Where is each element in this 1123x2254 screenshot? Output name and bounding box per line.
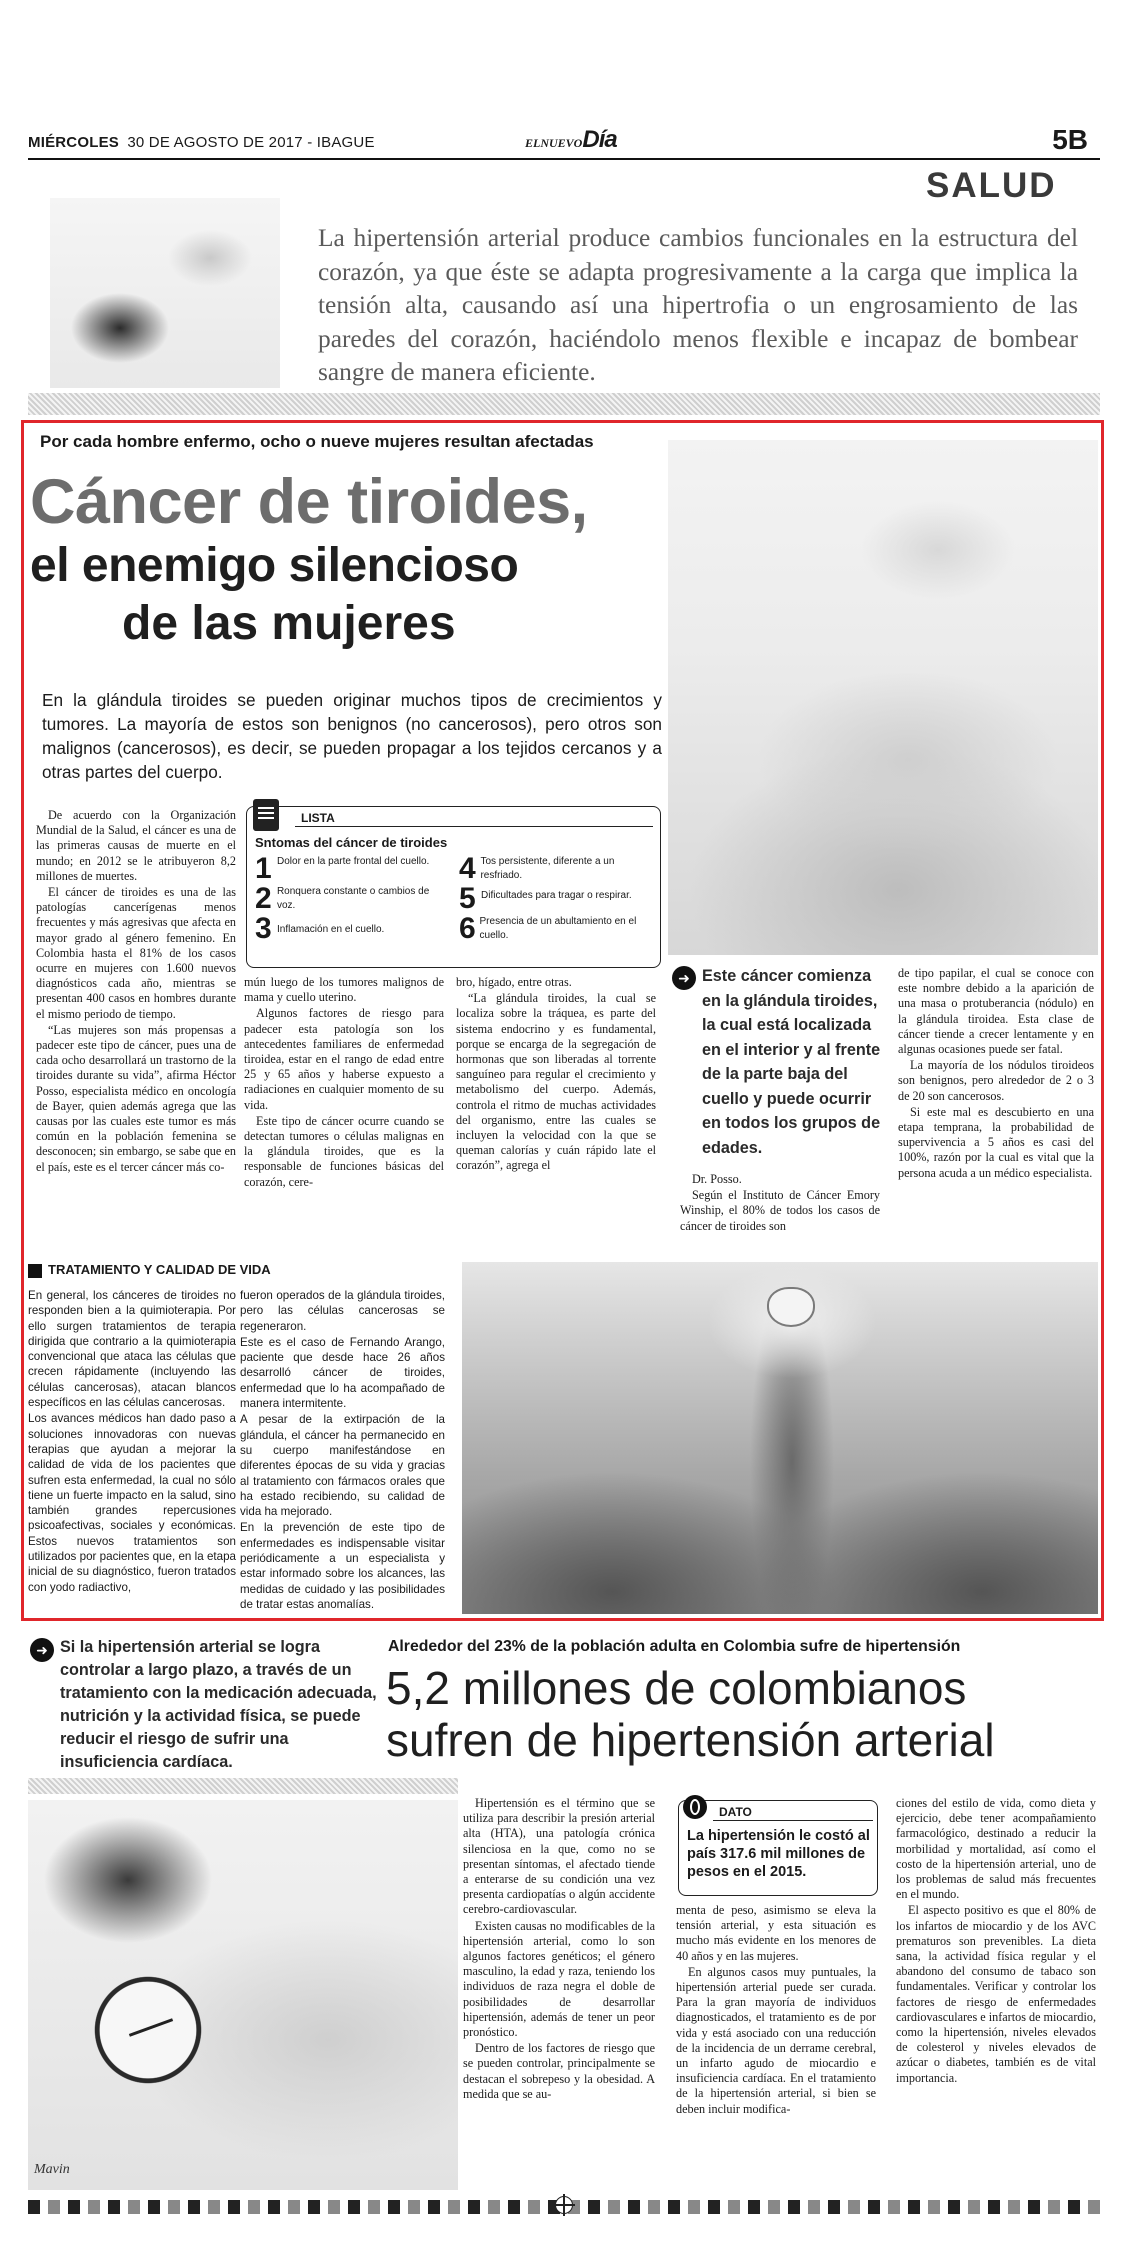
treatment-heading-text: TRATAMIENTO Y CALIDAD DE VIDA [48,1262,271,1277]
paragraph: fueron operados de la glándula tiroides, pero las células cancerosas se regeneraron. [240,1289,445,1333]
article2-callout [30,1636,380,1774]
paragraph: Dr. Posso. [692,1172,742,1186]
document-icon [253,799,279,831]
article2-divider [28,1778,458,1794]
item-text: Dificultades para tragar o respirar. [481,890,632,901]
paragraph: En algunos casos muy puntuales, la hipertensión arterial puede ser curada. Para la gran mayoría de individuos diagnosticados, el tratamiento es de por vida y está asociado con una reducción de la incidencia de un derrame cerebral, un infarto agudo de miocardio e insuficiencia cardíaca. En el tratamiento de la hipertensión arterial, si bien se deben incluir modifica- [676,1964,876,2116]
item-number: 1 [255,852,272,885]
item-text: Inflamación en el cuello. [277,924,385,935]
article2-title [386,1662,1106,1766]
paragraph: El cáncer de tiroides es una de las patologías cancerígenas menos frecuentes y más agresivas que afecta en mayor grado al género femenino. En Colombia hasta el 81% de los casos ocurre en mujeres con 1.600 nuevos diagnósticos cada año, mientras se presentan 400 casos en hombres durante el mismo periodo de tiempo. [36,885,236,1021]
header-date-rest: 30 DE AGOSTO DE 2017 - IBAGUE [127,134,375,151]
article1-col-5 [898,966,1094,1182]
article1-col-3 [456,975,656,1175]
list-item [459,912,654,945]
article1-title [30,467,690,653]
item-number: 4 [459,852,476,885]
paragraph: A pesar de la extirpación de la glándula, el cáncer ha permanecido en su cuerpo manifestándose en diferentes épocas de su vida y gracias al tratamiento con fármacos orales que ha estado recibiendo, su calidad de vida ha mejorado. [240,1413,445,1519]
item-number: 5 [459,882,476,915]
paragraph: ciones del estilo de vida, como dieta y ejercicio, debe tener acompañamiento farmacológico, destinado a reducir la morbilidad y mortalidad, así como el costo de la hipertensión arterial, uno de los problemas de salud más frecuentes en el mundo. [896,1796,1096,1902]
paragraph: Si este mal es descubierto en una etapa temprana, la probabilidad de supervivencia a 5 años es casi del 100%, razón por la cual es vital que la persona acuda a un médico especialista. [898,1104,1094,1180]
article2-col-2 [676,1903,876,2118]
header-rule [28,158,1100,160]
paragraph: menta de peso, asimismo se eleva la tensión arterial, y esta situación es mucho más evidente en los menores de 40 años y en las mujeres. [676,1903,876,1963]
treatment-col-1 [28,1288,236,1596]
paragraph: En general, los cánceres de tiroides no responden bien a la quimioterapia. Por ello surgen tratamientos de terapia dirigida que contrario a la quimioterapia convencional que ataca las células que crecen rápidamente (incluyendo las células cancerosas), atacan blancos específicos en las células cancerosas. [28,1289,236,1410]
item-text: Ronquera constante o cambios de voz. [276,886,430,911]
paragraph: En la prevención de este tipo de enfermedades es indispensable visitar periódicamente a un especialista y estar informado sobre los alcances, las medidas de cuidado y las posibilidades de tratar estas anomalías. [240,1521,445,1611]
arrow-right-icon: ➜ [30,1638,54,1662]
dato-text: La hipertensión le costó al país 317.6 mil millones de pesos en el 2015. [687,1828,870,1880]
lista-title: Sntomas del cáncer de tiroides [255,835,448,850]
neck-photo-image [668,440,1098,955]
paragraph: mún luego de los tumores malignos de mama y cuello uterino. [244,975,444,1005]
paragraph: Existen causas no modificables de la hipertensión arterial, como lo son algunos factores genéticos; el género masculino, la edad y raza, teniendo los individuos de raza negra el doble de posibilidades de desarrollar hipertensión, además de tener un peor pronóstico. [463,1918,655,2040]
page-number: 5B [1052,124,1088,155]
hands-photo [50,198,280,388]
paragraph: Hipertensión es el término que se utiliza para describir la presión arterial alta (HTA), una patología crónica silenciosa en la que, como no se presentan síntomas, el afectado tiende a enterarse de su condición una vez presenta cardiopatías o algún accidente cerebro-cardiovascular. [463,1796,655,1917]
callout-text: Si la hipertensión arterial se logra controlar a largo plazo, a través de un tratamiento con la medicación adecuada, nutrición y la actividad física, se puede reducir el riesgo de sufrir una insuficiencia cardíaca. [60,1638,377,1771]
section-title: SALUD [926,166,1057,205]
title-line-2: el enemigo silencioso [30,539,519,592]
lista-box [246,806,661,968]
title-line-3: de las mujeres [122,597,456,650]
paragraph: Este es el caso de Fernando Arango, paciente que desde hace 26 años desarrolló cáncer de tiroides, enfermedad que lo ha acompañado de manera intermitente. [240,1335,445,1411]
paragraph: De acuerdo con la Organización Mundial de la Salud, el cáncer es una de las primeras causas de muerte en el mundo; en 2012 se le atribuyeron 8,2 millones de muertes. [36,808,236,883]
paragraph: “La glándula tiroides, la cual se localiza sobre la tráquea, es parte del sistema endocrino y es fundamental, porque se encarga de la segregación de hormonas que son liberadas al torrente sanguíneo para regular el crecimiento y metabolismo del cuerpo. Además, controla el ritmo de muchas actividades del organismo, entre las cuales se incluyen la velocidad con la que se queman calorías y cuán rápido late el corazón”, agrega el [456,991,656,1173]
lista-items-right [459,852,654,945]
treatment-col-2 [240,1288,445,1613]
paragraph: Algunos factores de riesgo para padecer esta patología son los antecedentes familiares de enfermedad tiroidea, estar en el rango de edad entre 25 y 65 años y haberse expuesto a radiaciones en cualquier momento de su vida. [244,1006,444,1112]
registration-crosshair-icon [555,2196,573,2214]
logo-nuevo: NUEVO [540,136,583,150]
list-item [459,882,654,915]
article2-col-3 [896,1796,1096,2087]
heading-square-icon [28,1264,42,1278]
paragraph: Según el Instituto de Cáncer Emory Winship, el 80% de todos los casos de cáncer de tiroides son [680,1188,880,1233]
callout-text: Este cáncer comienza en la glándula tiroides, la cual está localizada en el interior y al frente de la parte baja del cuello y puede ocurrir en todos los grupos de edades. [702,967,881,1157]
paragraph: Dentro de los factores de riesgo que se pueden controlar, principalmente se destacan el sobrepeso y la obesidad. A medida que se au- [463,2041,655,2101]
article1-col-4 [680,1172,880,1235]
paragraph: “Las mujeres son más propensas a padecer este tipo de cáncer, pues una de cada ocho desarrollará un trastorno de la tiroides durante su vida”, afirma Héctor Posso, especialista médico en oncología de Bayer, quien además agrega que las causas por las cuales este tumor es más común en la población femenina se desconocen; sin embargo, se sabe que en el país, este es el tercer cáncer más co- [36,1022,236,1174]
logo-el: EL [525,136,541,150]
paragraph: La mayoría de los nódulos tiroideos son benignos, pero alrededor de 2 o 3 de 20 son cancerosos. [898,1058,1094,1103]
article1-kicker: Por cada hombre enfermo, ocho o nueve mujeres resultan afectadas [40,432,594,451]
arrow-right-icon: ➜ [672,966,696,990]
list-item [255,852,450,885]
item-text: Presencia de un abultamiento en el cuello. [479,916,637,941]
article1-col-2 [244,975,444,1191]
lista-label-bar [295,809,653,827]
top-banner-quote: La hipertensión arterial produce cambios funcionales en la estructura del corazón, ya que éste se adapta progresivamente a la carga que implica la tensión alta, causando así una hipertrofia o un engrosamiento de las paredes del corazón, haciéndolo menos flexible e incapaz de bombear sangre de manera eficiente. [318,224,1078,387]
logo-dia: Día [582,126,617,153]
article1-lead: En la glándula tiroides se pueden originar muchos tipos de crecimientos y tumores. La mayoría de estos son benignos (no cancerosos), pero otros son malignos (cancerosos), es decir, se pueden propagar a los tejidos cercanos y a otras partes del cuerpo. [42,690,662,782]
article1-col-1 [36,808,236,1176]
dato-label: DATO [719,1805,752,1819]
newspaper-logo [525,126,645,156]
list-item [255,882,450,915]
treatment-heading [28,1262,448,1280]
article1-callout [672,964,884,1160]
blood-pressure-photo [28,1800,458,2190]
paragraph: de tipo papilar, el cual se conoce con este nombre debido a la aparición de una masa o protuberancia (nódulo) en la glándula tiroidea. Esta clase de cáncer tiende a crecer lentamente y en algunas ocasiones puede ser fatal. [898,966,1094,1057]
item-text: Dolor en la parte frontal del cuello. [277,856,430,867]
neck-photo [668,440,1098,955]
list-item [459,852,654,885]
dato-box [678,1800,878,1896]
gauge-needle [129,2018,173,2037]
title-line-2: sufren de hipertensión arterial [386,1714,995,1766]
paragraph: Los avances médicos han dado paso a soluciones innovadoras con nuevas terapias que ayudan a mejorar la calidad de vida de los pacientes que sufren esta enfermedad, la cual no sólo tiene un fuerte impacto en la salud, sino también grandes repercusiones psicoafectivas, sociales y económicas. Estos nuevos tratamientos son utilizados por pacientes que, en la etapa inicial de su diagnóstico, fueron tratados con yodo radiactivo, [28,1412,236,1594]
photo-caption: Mavin [34,2162,70,2177]
paragraph: Este tipo de cáncer ocurre cuando se detectan tumores o células malignas en la glándula tiroides, que es la responsable de funciones básicas del corazón, cere- [244,1113,444,1189]
item-text: Tos persistente, diferente a un resfriado. [480,856,615,881]
item-number: 2 [255,882,272,915]
item-number: 6 [459,912,476,945]
article2-kicker: Alrededor del 23% de la población adulta en Colombia sufre de hipertensión [388,1638,961,1655]
title-line-1: Cáncer de tiroides, [30,467,588,537]
list-item [255,912,450,945]
paragraph: bro, hígado, entre otras. [456,975,572,989]
title-line-1: 5,2 millones de colombianos [386,1662,967,1714]
thyroid-gland-graphic [767,1287,815,1327]
paragraph: El aspecto positivo es que el 80% de los infartos de miocardio y de los AVC prematuros son prevenibles. La dieta sana, la actividad física regular y el abandono del consumo de tabaco son fundamentales. Verificar y controlar los factores de riesgo de enfermedades cardiovasculares e infartos de miocardio, como la hipertensión, niveles elevados de colesterol y niveles elevados de azúcar o diabetes, también es de vital importancia. [896,1903,1096,2085]
dato-label-bar [713,1803,873,1821]
header-date [28,134,375,151]
page-header [28,124,1100,158]
lista-items-left [255,852,450,945]
article2-col-1 [463,1796,655,2103]
header-day: MIÉRCOLES [28,134,119,151]
thyroid-xray-photo [462,1262,1098,1614]
dato-icon [683,1795,707,1819]
lista-label: LISTA [301,811,335,825]
banner-divider [28,393,1100,415]
item-number: 3 [255,912,272,945]
